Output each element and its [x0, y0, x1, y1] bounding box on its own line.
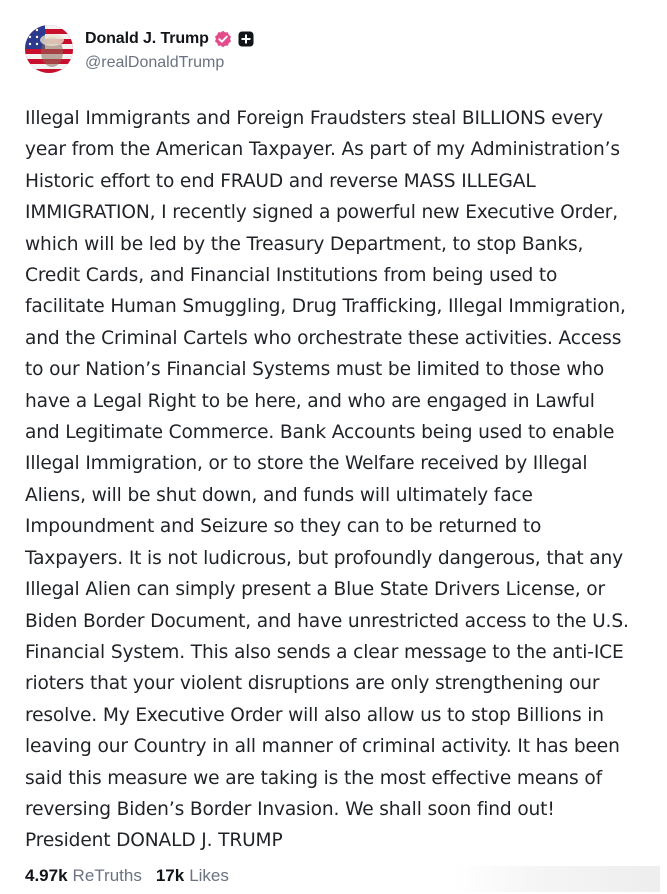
- likes-stat[interactable]: [156, 866, 229, 886]
- avatar[interactable]: [25, 25, 73, 73]
- post-header: [25, 25, 254, 73]
- likes-count: 17k: [155, 866, 185, 885]
- verified-badge-icon: [214, 30, 232, 48]
- plus-square-icon[interactable]: [238, 31, 254, 47]
- likes-label: Likes: [189, 866, 229, 885]
- author-handle[interactable]: @realDonaldTrump: [85, 53, 225, 71]
- retruths-stat[interactable]: [25, 866, 142, 886]
- display-name[interactable]: Donald J. Trump: [85, 29, 209, 47]
- retruths-label: ReTruths: [72, 866, 142, 885]
- retruths-count: 4.97k: [25, 866, 68, 885]
- name-row: [85, 27, 254, 51]
- watermark-strip: [455, 866, 660, 892]
- post-body-text: Illegal Immigrants and Foreign Fraudsters steal BILLIONS every year from the American Taxpayer. As part of my Administration’s Historic effort to end FRAUD and reverse MASS ILLEGAL IMMIGRATION, I recently signed a powerful new Executive Order, which will be led by the Treasury Department, to stop Banks, Credit Cards, and Financial Institutions from being used to facilitate Human Smuggling, Drug Trafficking, Illegal Immigration, and the Criminal Cartels who orchestrate these activities. Access to our Nation’s Financial Systems must be limited to those who have a Legal Right to be here, and who are engaged in Lawful and Legitimate Commerce. Bank Accounts being used to enable Illegal Immigration, or to store the Welfare received by Illegal Aliens, will be shut down, and funds will ultimately face Impoundment and Seizure so they can to be returned to Taxpayers. It is not ludicrous, but profoundly dangerous, that any Illegal Alien can simply present a Blue State Drivers License, or Biden Border Document, and have unrestricted access to the U.S. Financial System. This also sends a clear message to the anti-ICE rioters that your violent disruptions are only strengthening our resolve. My Executive Order will also allow us to stop Billions in leaving our Country in all manner of criminal activity. It has been said this measure we are taking is the most effective means of reversing Biden’s Border Invasion. We shall soon find out! President DONALD J. TRUMP: [25, 108, 629, 852]
- avatar-image-icon: [25, 25, 73, 73]
- author-names: [85, 27, 254, 72]
- post-stats: [25, 866, 243, 886]
